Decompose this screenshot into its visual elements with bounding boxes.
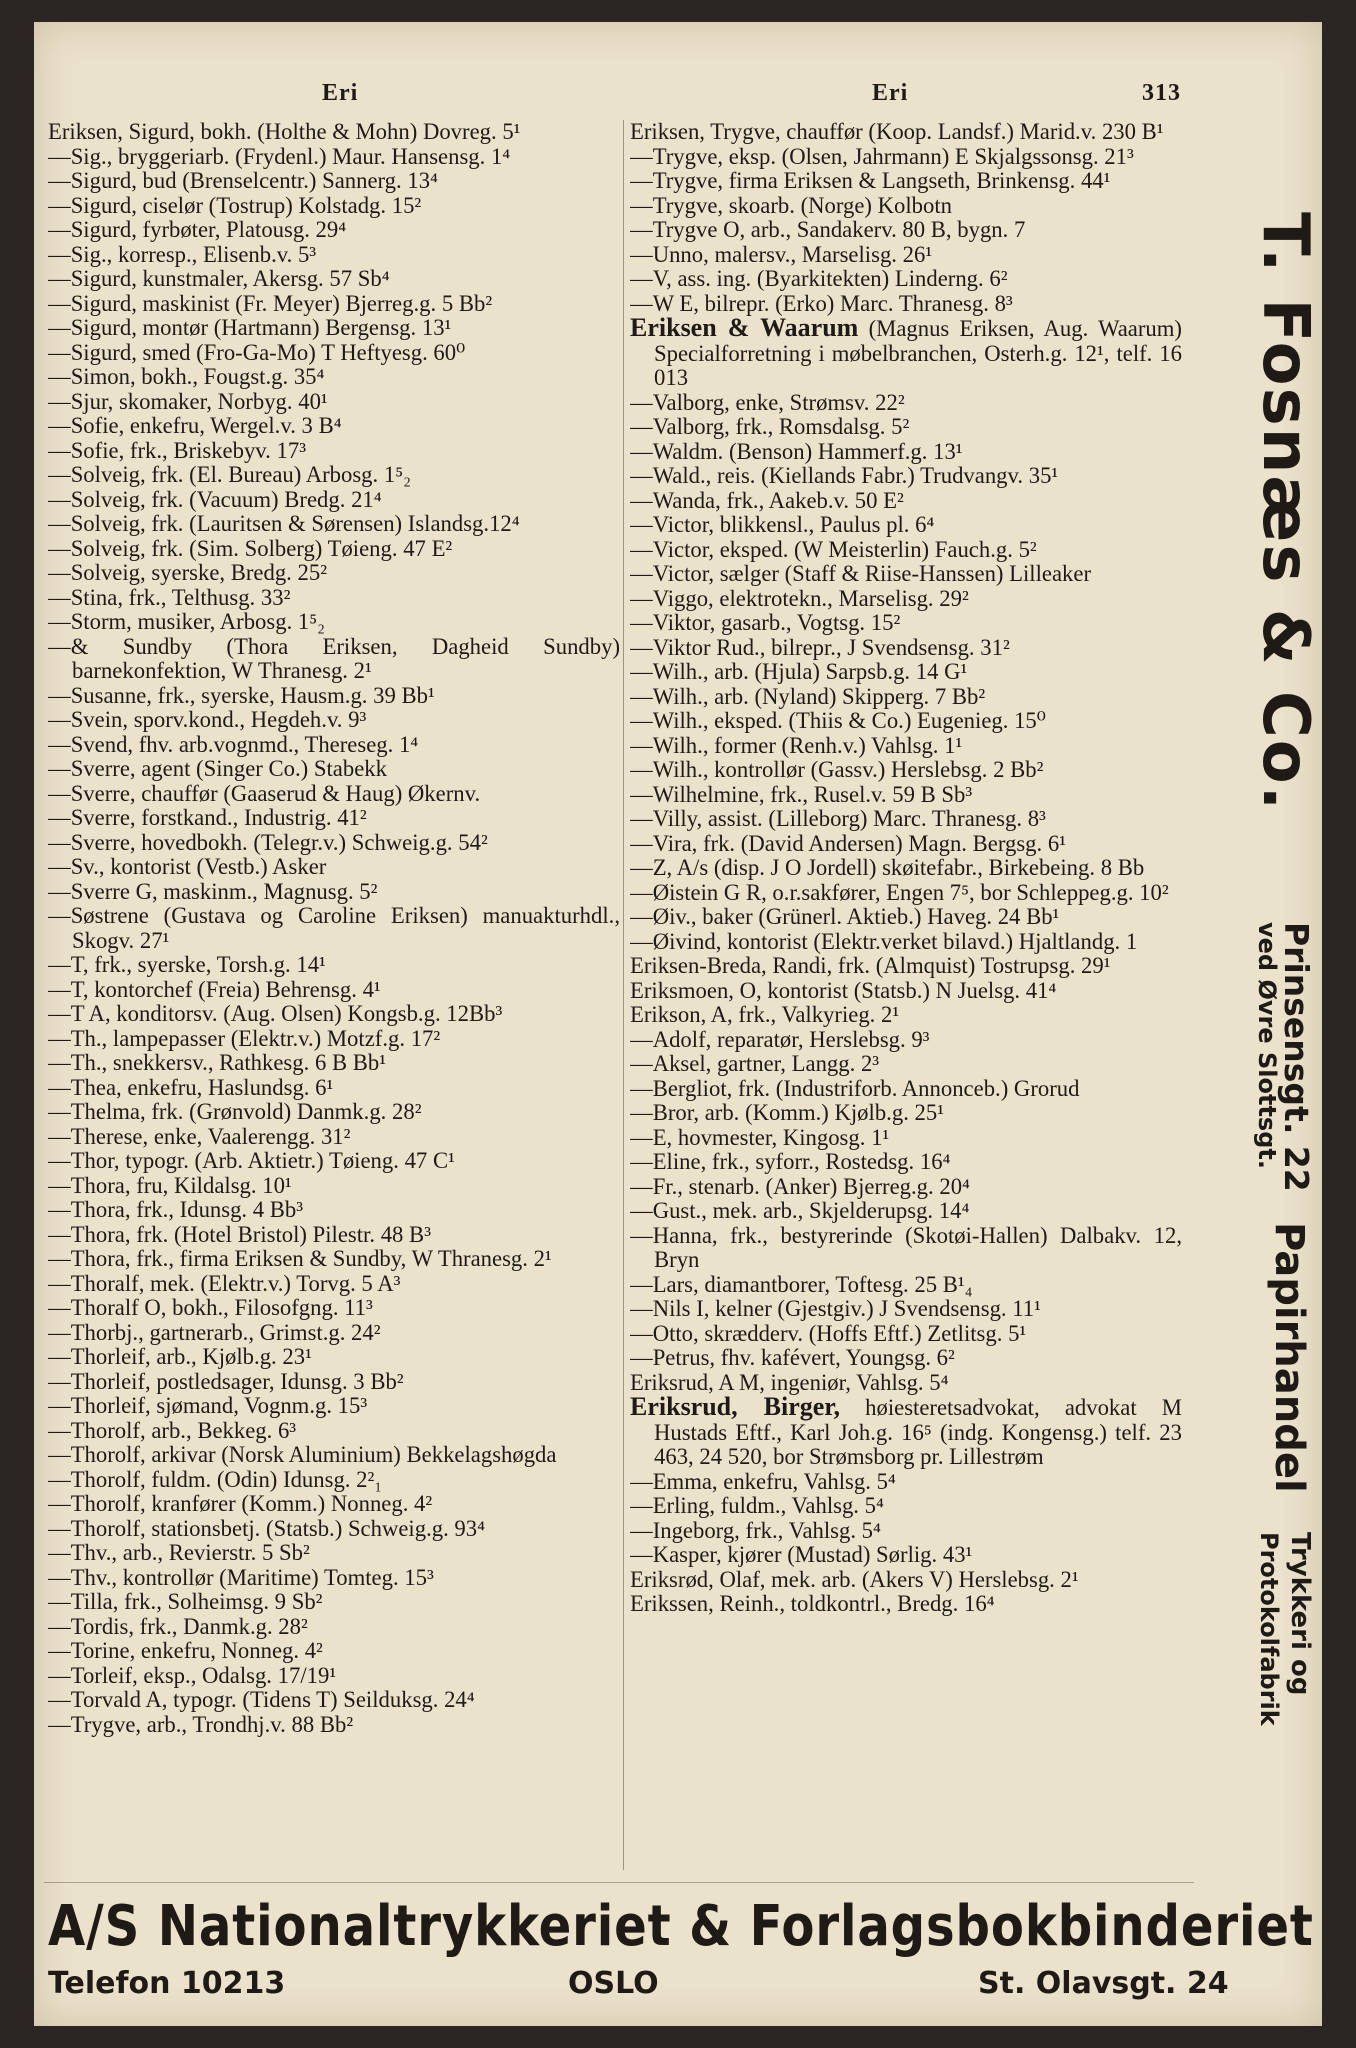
directory-entry: —Thorbj., gartnerarb., Grimst.g. 24² [48, 1319, 381, 1345]
entry-bold-name: Eriksrud, Birger, [630, 1392, 840, 1421]
directory-entry: —Sverre, hovedbokh. (Telegr.v.) Schweig.g. 54² [48, 829, 488, 855]
directory-entry: —Therese, enke, Vaalerengg. 31² [48, 1123, 351, 1149]
directory-entry [630, 489, 1182, 514]
directory-entry [630, 169, 1182, 194]
directory-entry: —Susanne, frk., syerske, Hausm.g. 39 Bb¹ [48, 682, 435, 708]
entry-bold-name: Eriksen & Waarum [630, 313, 859, 342]
directory-entry [630, 1273, 1182, 1298]
right-column [630, 120, 1182, 1870]
directory-entry [630, 1568, 1182, 1593]
directory-entry: —Stina, frk., Telthusg. 33² [48, 584, 291, 610]
entry-text: —Emma, enkefru, Vahlsg. 5⁴ [630, 1468, 896, 1494]
directory-entry: —Thorolf, stationsbetj. (Statsb.) Schweig.g. 93⁴ [48, 1515, 486, 1541]
entry-text: —Erling, fuldm., Vahlsg. 5⁴ [630, 1493, 884, 1518]
entry-text: —V, ass. ing. (Byarkitekten) Linderng. 6² [630, 266, 1008, 291]
directory-entry [630, 1175, 1182, 1200]
directory-entry [630, 1470, 1182, 1495]
directory-page [34, 22, 1322, 2026]
entry-text: —Nils I, kelner (Gjestgiv.) J Svendsensg. 11¹ [630, 1296, 1041, 1321]
ad-business-line2: Trykkeri og [1285, 1532, 1315, 1696]
directory-entry [630, 611, 1182, 636]
directory-entry [630, 1003, 1182, 1028]
entry-text: —Ingeborg, frk., Vahlsg. 5⁴ [630, 1517, 881, 1543]
directory-entry: —Sverre, chauffør (Gaaserud & Haug) Økernv. [48, 780, 481, 806]
directory-entry: —Trygve, arb., Trondhj.v. 88 Bb² [48, 1711, 354, 1737]
entry-text: Eriksen-Breda, Randi, frk. (Almquist) Tostrupsg. 29¹ [630, 953, 1111, 978]
directory-entry [630, 587, 1182, 612]
directory-entry [630, 1297, 1182, 1322]
entry-text: —Wilh., eksped. (Thiis & Co.) Eugenieg. 15⁰ [630, 708, 1046, 733]
directory-entry: —T A, konditorsv. (Aug. Olsen) Kongsb.g. 12Bb³ [48, 1001, 503, 1026]
directory-entry [630, 1543, 1182, 1568]
directory-entry: —Sigurd, kunstmaler, Akersg. 57 Sb⁴ [48, 266, 390, 291]
directory-entry [630, 734, 1182, 759]
directory-entry: —Sjur, skomaker, Norbyg. 40¹ [48, 388, 328, 414]
footer-phone: Telefon 10213 [48, 1966, 286, 2001]
entry-text: —Kasper, kjører (Mustad) Sørlig. 43¹ [630, 1542, 973, 1567]
directory-entry [630, 562, 1182, 587]
entry-text: —Øistein G R, o.r.sakfører, Engen 7⁵, bor Schleppeg.g. 10² [630, 879, 1169, 905]
directory-entry: —Sverre, forstkand., Industrig. 41² [48, 805, 367, 830]
directory-entry [630, 881, 1182, 906]
directory-entry: —Thorleif, arb., Kjølb.g. 23¹ [48, 1344, 312, 1369]
directory-entry [630, 218, 1182, 243]
directory-entry [630, 1322, 1182, 1347]
directory-entry: —Solveig, frk. (Sim. Solberg) Tøieng. 47 E² [48, 535, 453, 561]
directory-entry [630, 1494, 1182, 1519]
entry-text: —Øivind, kontorist (Elektr.verket bilavd.) Hjaltlandg. 1 [630, 928, 1138, 954]
directory-entry [630, 194, 1182, 219]
entry-text: —Viktor, gasarb., Vogtsg. 15² [630, 610, 901, 635]
directory-entry [630, 807, 1182, 832]
directory-entry: —Sverre, agent (Singer Co.) Stabekk [48, 756, 387, 781]
entry-text: —Petrus, fhv. kafévert, Youngsg. 6² [630, 1345, 955, 1370]
left-column [48, 120, 620, 1870]
directory-entry: —Svein, sporv.kond., Hegdeh.v. 9³ [48, 707, 367, 732]
entry-text: Erikson, A, frk., Valkyrieg. 2¹ [630, 1002, 900, 1027]
entry-text: —Viktor Rud., bilrepr., J Svendsensg. 31² [630, 634, 1010, 660]
column-divider [623, 120, 624, 1870]
directory-entry [630, 1052, 1182, 1077]
directory-entry: —Tilla, frk., Solheimsg. 9 Sb² [48, 1589, 323, 1614]
entry-text: —Adolf, reparatør, Herslebsg. 9³ [630, 1026, 930, 1052]
directory-entry: —Thorolf, arkivar (Norsk Aluminium) Bekkelagshøgda [48, 1442, 557, 1467]
directory-entry [630, 905, 1182, 930]
footer-rule [44, 1882, 1194, 1883]
directory-entry: —Tordis, frk., Danmk.g. 28² [48, 1613, 308, 1639]
directory-entry [630, 1346, 1182, 1371]
directory-entry: —Th., lampepasser (Elektr.v.) Motzf.g. 17² [48, 1025, 441, 1051]
directory-entry: —Thea, enkefru, Haslundsg. 6¹ [48, 1074, 334, 1100]
directory-entry [630, 1392, 1182, 1470]
directory-entry: —Thv., kontrollør (Maritime) Tomteg. 15³ [48, 1564, 434, 1590]
directory-entry: —Søstrene (Gustava og Caroline Eriksen) manuakturhdl., Skogv. 27¹ [48, 903, 620, 953]
directory-entry: —Th., snekkersv., Rathkesg. 6 B Bb¹ [48, 1050, 387, 1075]
entry-text: (Magnus Eriksen, Aug. Waarum) Specialforretning i møbelbranchen, Osterh.g. 12¹, telf. 16 013 [654, 316, 1182, 390]
entry-text: —Bror, arb. (Komm.) Kjølb.g. 25¹ [630, 1100, 945, 1125]
entry-text: —Wilh., arb. (Nyland) Skipperg. 7 Bb² [630, 683, 986, 709]
entry-text: —Otto, skrædderv. (Hoffs Eftf.) Zetlitsg. 5¹ [630, 1320, 1027, 1346]
directory-entry: Eriksen, Sigurd, bokh. (Holthe & Mohn) Dovreg. 5¹ [48, 120, 521, 144]
directory-entry: —T, frk., syerske, Torsh.g. 14¹ [48, 952, 326, 977]
directory-entry: —Torine, enkefru, Nonneg. 4² [48, 1638, 323, 1663]
entry-text: —Wilh., arb. (Hjula) Sarpsb.g. 14 G¹ [630, 659, 968, 684]
entry-text: —Trygve, skoarb. (Norge) Kolbotn [630, 192, 953, 218]
directory-entry [630, 538, 1182, 563]
directory-entry: —Solveig, frk. (Lauritsen & Sørensen) Islandsg.12⁴ [48, 511, 520, 536]
entry-text: —W E, bilrepr. (Erko) Marc. Thranesg. 8³ [630, 290, 1013, 316]
footer-address: St. Olavsgt. 24 [978, 1966, 1229, 2001]
directory-entry: —& Sundby (Thora Eriksen, Dagheid Sundby) barnekonfektion, W Thranesg. 2¹ [48, 633, 620, 683]
directory-entry: —Thorolf, kranfører (Komm.) Nonneg. 4² [48, 1491, 433, 1516]
entry-text: —Valborg, enke, Strømsv. 22² [630, 389, 905, 415]
directory-entry [630, 1126, 1182, 1151]
directory-entry [630, 783, 1182, 808]
entry-text: —Wilhelmine, frk., Rusel.v. 59 B Sb³ [630, 781, 973, 807]
directory-entry: —Thora, frk., firma Eriksen & Sundby, W Thranesg. 2¹ [48, 1246, 552, 1271]
ad-address-line2: ved Øvre Slottsgt. [1253, 922, 1281, 1169]
page-number: 313 [1142, 80, 1181, 106]
entry-text: —Vira, frk. (David Andersen) Magn. Bergsg. 6¹ [630, 830, 1066, 856]
entry-text: Eriksrud, A M, ingeniør, Vahlsg. 5⁴ [630, 1369, 949, 1395]
directory-entry: —Thoralf O, bokh., Filosofgng. 11³ [48, 1295, 373, 1320]
directory-entry: —Solveig, syerske, Bredg. 25² [48, 560, 328, 585]
directory-entry: —Sigurd, fyrbøter, Platousg. 29⁴ [48, 217, 347, 242]
directory-entry: —Thv., arb., Revierstr. 5 Sb² [48, 1540, 310, 1565]
entry-text: —Bergliot, frk. (Industriforb. Annonceb.) Grorud [630, 1075, 1080, 1101]
directory-entry [630, 660, 1182, 685]
directory-entry [630, 1101, 1182, 1126]
directory-entry: —Thorleif, postledsager, Idunsg. 3 Bb² [48, 1368, 404, 1394]
footer-city: OSLO [568, 1966, 659, 2001]
entry-text: —Trygve, eksp. (Olsen, Jahrmann) E Skjalgssonsg. 21³ [630, 143, 1134, 169]
directory-entry [630, 120, 1182, 145]
directory-entry: —Solveig, frk. (El. Bureau) Arbosg. 1⁵₂ [48, 462, 412, 487]
footer-company: A/S Nationaltrykkeriet & Forlagsbokbinderiet [48, 1894, 1314, 1959]
directory-entry [630, 685, 1182, 710]
directory-entry: —Sig., korresp., Elisenb.v. 5³ [48, 241, 317, 267]
entry-text: —Gust., mek. arb., Skjelderupsg. 14⁴ [630, 1198, 970, 1223]
entry-text: —Lars, diamantborer, Toftesg. 25 B¹₄ [630, 1271, 973, 1297]
directory-entry [630, 1150, 1182, 1175]
directory-entry [630, 267, 1182, 292]
directory-entry: —Thora, frk. (Hotel Bristol) Pilestr. 48 B³ [48, 1221, 431, 1247]
directory-entry [630, 1199, 1182, 1224]
directory-entry: —Thora, fru, Kildalsg. 10¹ [48, 1172, 292, 1198]
directory-entry [630, 1028, 1182, 1053]
directory-entry [630, 636, 1182, 661]
side-advertisement [1182, 212, 1322, 1872]
ad-address-line1: Prinsensgt. 22 [1277, 922, 1316, 1192]
ad-company-name: T. Fosnæs & Co. [1248, 212, 1322, 813]
directory-entry: —Solveig, frk. (Vacuum) Bredg. 21⁴ [48, 486, 382, 512]
directory-entry: —Sigurd, bud (Brenselcentr.) Sannerg. 13⁴ [48, 168, 438, 193]
directory-entry [630, 709, 1182, 734]
entry-text: —Victor, sælger (Staff & Riise-Hanssen) Lilleaker [630, 561, 1092, 586]
ad-business-line3: Protokolfabrik [1255, 1532, 1283, 1726]
directory-entry [630, 243, 1182, 268]
directory-entry: —Thorolf, fuldm. (Odin) Idunsg. 2²₁ [48, 1466, 383, 1492]
entry-text: Eriksmoen, O, kontorist (Statsb.) N Juelsg. 41⁴ [630, 977, 1057, 1003]
header-center-keyword: Eri [872, 80, 909, 106]
entry-text: —Z, A/s (disp. J O Jordell) skøitefabr., Birkebeing. 8 Bb [630, 855, 1145, 880]
directory-entry [630, 930, 1182, 955]
entry-text: —E, hovmester, Kingosg. 1¹ [630, 1124, 890, 1150]
entry-text: —Wilh., former (Renh.v.) Vahlsg. 1¹ [630, 732, 963, 758]
directory-entry: —Simon, bokh., Fougst.g. 35⁴ [48, 364, 325, 389]
entry-text: —Trygve, firma Eriksen & Langseth, Brinkensg. 44¹ [630, 168, 1111, 193]
directory-entry [630, 1077, 1182, 1102]
entry-text: —Hanna, frk., bestyrerinde (Skotøi-Hallen) Dalbakv. 12, Bryn [630, 1222, 1182, 1272]
directory-entry: —Torvald A, typogr. (Tidens T) Seilduksg. 24⁴ [48, 1687, 475, 1712]
directory-entry: —Thelma, frk. (Grønvold) Danmk.g. 28² [48, 1099, 422, 1124]
directory-entry: —Sig., bryggeriarb. (Frydenl.) Maur. Hansensg. 1⁴ [48, 143, 511, 169]
directory-entry [630, 954, 1182, 979]
directory-entry: —Sv., kontorist (Vestb.) Asker [48, 854, 327, 879]
directory-entry: —Storm, musiker, Arbosg. 1⁵₂ [48, 609, 326, 634]
directory-entry [630, 513, 1182, 538]
directory-entry: —Thora, frk., Idunsg. 4 Bb³ [48, 1197, 304, 1222]
entry-text: —Øiv., baker (Grünerl. Aktieb.) Haveg. 24 Bb¹ [630, 904, 1060, 929]
entry-text: —Wald., reis. (Kiellands Fabr.) Trudvangv. 35¹ [630, 463, 1059, 488]
directory-entry [630, 1519, 1182, 1544]
entry-text: —Eline, frk., syforr., Rostedsg. 16⁴ [630, 1149, 951, 1174]
directory-entry: —Thoralf, mek. (Elektr.v.) Torvg. 5 A³ [48, 1270, 401, 1296]
directory-entry: —Sigurd, smed (Fro-Ga-Mo) T Heftyesg. 60⁰ [48, 339, 466, 365]
directory-entry [630, 1224, 1182, 1273]
entry-text: Erikssen, Reinh., toldkontrl., Bredg. 16⁴ [630, 1591, 995, 1616]
directory-entry: —Sigurd, montør (Hartmann) Bergensg. 13¹ [48, 315, 452, 340]
directory-entry: —Sigurd, maskinist (Fr. Meyer) Bjerreg.g. 5 Bb² [48, 290, 493, 316]
directory-entry [630, 856, 1182, 881]
entry-text: Eriksen, Trygve, chauffør (Koop. Landsf.) Marid.v. 230 B¹ [630, 120, 1164, 144]
directory-entry: —Sverre G, maskinm., Magnusg. 5² [48, 878, 378, 904]
entry-text: —Trygve O, arb., Sandakerv. 80 B, bygn. 7 [630, 217, 1026, 242]
entry-text: —Wilh., kontrollør (Gassv.) Herslebsg. 2 Bb² [630, 757, 1044, 782]
directory-entry [630, 313, 1182, 391]
directory-entry: —Thorolf, arb., Bekkeg. 6³ [48, 1417, 297, 1443]
directory-entry: —Thor, typogr. (Arb. Aktietr.) Tøieng. 47 C¹ [48, 1148, 455, 1173]
entry-text: —Fr., stenarb. (Anker) Bjerreg.g. 20⁴ [630, 1173, 970, 1199]
directory-entry [630, 1592, 1182, 1617]
entry-text: —Villy, assist. (Lilleborg) Marc. Thranesg. 8³ [630, 806, 1046, 831]
entry-text: —Unno, malersv., Marselisg. 26¹ [630, 241, 933, 267]
entry-text: Eriksrød, Olaf, mek. arb. (Akers V) Herslebsg. 2¹ [630, 1566, 1079, 1592]
directory-entry: —T, kontorchef (Freia) Behrensg. 4¹ [48, 976, 381, 1002]
entry-text: —Victor, blikkensl., Paulus pl. 6⁴ [630, 512, 935, 537]
directory-entry [630, 832, 1182, 857]
directory-entry: —Sofie, enkefru, Wergel.v. 3 B⁴ [48, 413, 342, 438]
entry-text: —Aksel, gartner, Langg. 2³ [630, 1051, 880, 1076]
directory-entry [630, 979, 1182, 1004]
ad-business: Papirhandel [1266, 1222, 1312, 1493]
directory-entry: —Thorleif, sjømand, Vognm.g. 15³ [48, 1393, 368, 1418]
directory-entry [630, 415, 1182, 440]
entry-text: —Waldm. (Benson) Hammerf.g. 13¹ [630, 438, 963, 464]
directory-entry: —Torleif, eksp., Odalsg. 17/19¹ [48, 1662, 337, 1688]
directory-entry [630, 391, 1182, 416]
entry-text: høiesteretsadvokat, advokat M Hustads Eftf., Karl Joh.g. 16⁵ (indg. Kongensg.) telf. 23 463, 24 520, bor Strømsborg pr. Lillestrøm [654, 1395, 1182, 1469]
directory-entry: —Sigurd, ciselør (Tostrup) Kolstadg. 15² [48, 192, 422, 218]
entry-text: —Victor, eksped. (W Meisterlin) Fauch.g. 5² [630, 536, 1037, 562]
directory-entry [630, 464, 1182, 489]
entry-text: —Valborg, frk., Romsdalsg. 5² [630, 414, 910, 439]
header-left-keyword: Eri [322, 80, 359, 106]
directory-entry [630, 145, 1182, 170]
entry-text: —Wanda, frk., Aakeb.v. 50 E² [630, 487, 904, 513]
entry-text: —Viggo, elektrotekn., Marselisg. 29² [630, 585, 969, 611]
directory-entry: —Sofie, frk., Briskebyv. 17³ [48, 437, 307, 463]
directory-entry: —Svend, fhv. arb.vognmd., Thereseg. 1⁴ [48, 731, 419, 757]
footer-contact [48, 1966, 1229, 2002]
directory-entry [630, 758, 1182, 783]
directory-entry [630, 440, 1182, 465]
